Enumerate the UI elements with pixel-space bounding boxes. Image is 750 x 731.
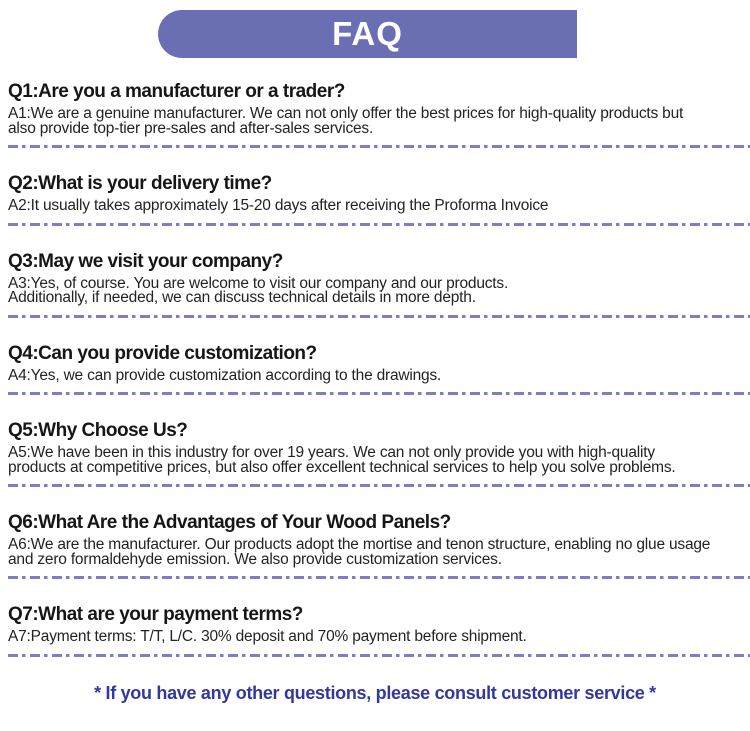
question-heading: Q5:Why Choose Us? bbox=[8, 420, 188, 441]
faq-item-4 bbox=[0, 344, 750, 396]
question-heading: Q3:May we visit your company? bbox=[8, 250, 283, 272]
question-heading: Q2:What is your delivery time? bbox=[8, 173, 272, 194]
answer-line: A7:Payment terms: T/T, L/C. 30% deposit and 70% payment before shipment. bbox=[8, 628, 527, 645]
faq-list bbox=[0, 82, 750, 704]
answer-text bbox=[8, 630, 750, 645]
answer-line: Additionally, if needed, we can discuss technical details in more depth. bbox=[8, 289, 476, 306]
answer-text bbox=[8, 538, 750, 567]
section-divider bbox=[8, 654, 750, 657]
section-divider bbox=[8, 392, 750, 395]
answer-line: products at competitive prices, but also offer excellent technical services to help you solve problems. bbox=[8, 458, 676, 476]
answer-line: A6:We are the manufacturer. Our products adopt the mortise and tenon structure, enabling no glue usage bbox=[8, 536, 711, 553]
answer-line: and zero formaldehyde emission. We also provide customization services. bbox=[8, 550, 502, 568]
footer-note: * If you have any other questions, please consult customer service * bbox=[94, 682, 656, 703]
faq-item-1 bbox=[0, 82, 750, 148]
answer-text bbox=[8, 274, 750, 306]
faq-item-2 bbox=[0, 174, 750, 226]
answer-text bbox=[8, 107, 750, 136]
answer-line: also provide top-tier pre-sales and after-sales services. bbox=[8, 119, 374, 137]
question-heading: Q6:What Are the Advantages of Your Wood Panels? bbox=[8, 512, 451, 533]
section-divider bbox=[8, 223, 750, 226]
question-heading: Q7:What are your payment terms? bbox=[8, 604, 303, 625]
faq-item-6 bbox=[0, 513, 750, 579]
answer-line: A4:Yes, we can provide customization according to the drawings. bbox=[8, 366, 442, 384]
section-divider bbox=[8, 576, 750, 579]
faq-banner bbox=[158, 10, 577, 58]
faq-item-7 bbox=[0, 605, 750, 657]
faq-item-5 bbox=[0, 421, 750, 487]
faq-banner-title: FAQ bbox=[332, 15, 403, 52]
faq-item-3 bbox=[0, 252, 750, 318]
answer-text bbox=[8, 446, 750, 475]
section-divider bbox=[8, 484, 750, 487]
answer-line: A2:It usually takes approximately 15-20 days after receiving the Proforma Invoice bbox=[8, 197, 549, 214]
answer-line: A3:Yes, of course. You are welcome to visit our company and our products. bbox=[8, 274, 509, 292]
question-heading: Q4:Can you provide customization? bbox=[8, 342, 317, 364]
answer-text bbox=[8, 366, 750, 384]
answer-line: A5:We have been in this industry for over 19 years. We can not only provide you with high-quality bbox=[8, 444, 655, 461]
section-divider bbox=[8, 145, 750, 148]
answer-text bbox=[8, 199, 750, 214]
answer-line: A1:We are a genuine manufacturer. We can not only offer the best prices for high-quality products but bbox=[8, 105, 684, 122]
question-heading: Q1:Are you a manufacturer or a trader? bbox=[8, 81, 345, 102]
section-divider bbox=[8, 315, 750, 318]
